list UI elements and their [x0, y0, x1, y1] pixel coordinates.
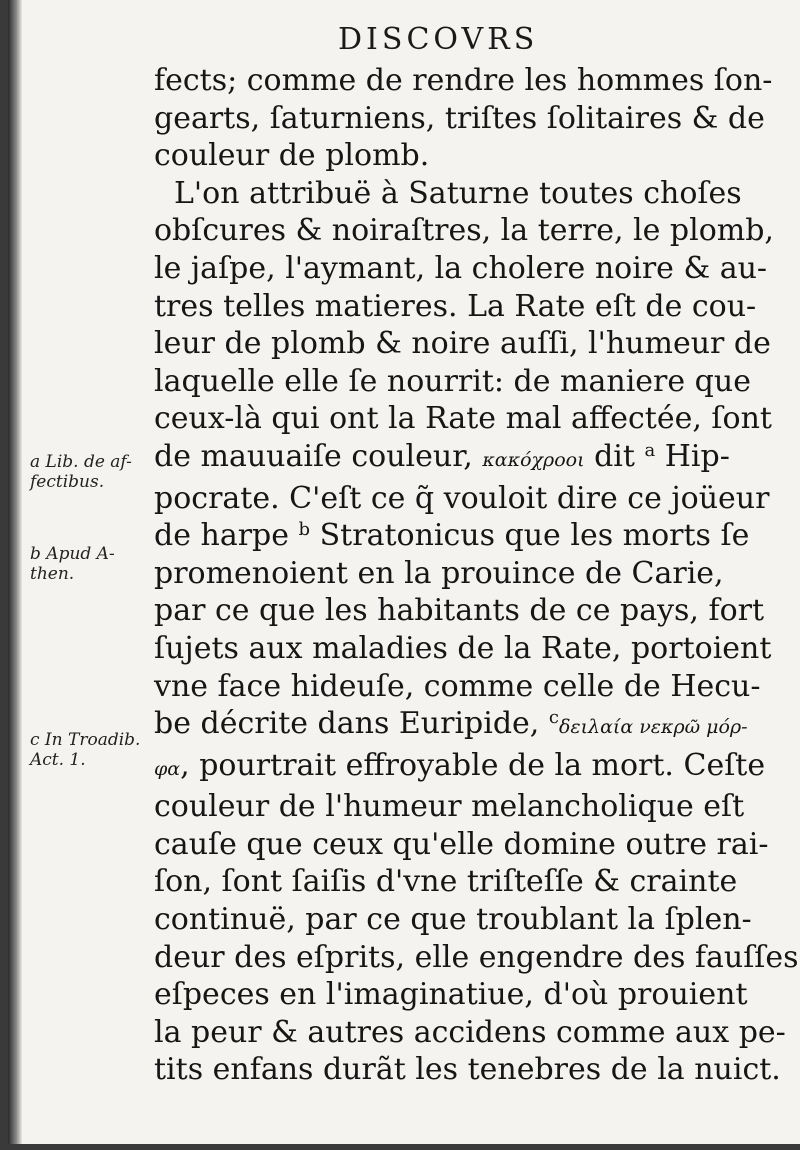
text-line: fects; comme de rendre les hommes ſon-	[154, 63, 773, 98]
text-fragment: dit	[584, 438, 645, 474]
text-line: le jaſpe, l'aymant, la cholere noire & au-	[154, 250, 768, 286]
text-line: continuë, par ce que troublant la ſplen-	[154, 902, 752, 938]
margin-note-c: c In Troadib. Act. 1.	[30, 730, 141, 770]
text-line: leur de plomb & noire auſſi, l'humeur de	[154, 326, 771, 362]
text-fragment: de mauuaiſe couleur,	[154, 438, 483, 474]
page-gutter	[8, 0, 22, 1144]
text-line: pocrate. C'eſt ce q̃ vouloit dire ce joüeur	[154, 480, 770, 516]
margin-note-b: b Apud A- then.	[30, 544, 115, 584]
text-line: couleur de plomb.	[154, 138, 430, 174]
body-text	[154, 62, 799, 1089]
text-line: par ce que les habitants de ce pays, fort	[154, 593, 765, 629]
text-line: L'on attribuë à Saturne toutes choſes	[174, 175, 742, 211]
text-fragment: , pourtrait effroyable de la mort. Ceſte	[180, 747, 766, 783]
text-line: ceux-là qui ont la Rate mal affectée, ſont	[154, 401, 772, 437]
text-line	[154, 517, 794, 555]
text-line	[154, 747, 794, 789]
text-line: eſpeces en l'imaginatiue, d'où prouient	[154, 977, 748, 1013]
text-line	[154, 438, 794, 480]
text-line: couleur de l'humeur melancholique eſt	[154, 789, 745, 825]
greek-word: φα	[154, 757, 181, 780]
text-line: promenoient en la prouince de Carie,	[154, 555, 724, 591]
text-line: ſujets aux maladies de la Rate, portoient	[154, 630, 772, 666]
text-line: laquelle elle ſe nourrit: de maniere que	[154, 363, 751, 399]
text-line: la peur & autres accidens comme aux pe-	[154, 1014, 786, 1050]
margin-note-a: a Lib. de af- fectibus.	[30, 452, 132, 492]
text-line: vne face hideuſe, comme celle de Hecu-	[154, 668, 761, 704]
text-line: deur des eſprits, elle engendre des fauſſes	[154, 939, 799, 975]
text-fragment: de harpe	[154, 518, 299, 554]
text-line: tits enfans durãt les tenebres de la nuict.	[154, 1052, 781, 1088]
text-line: cauſe que ceux qu'elle domine outre rai-	[154, 826, 769, 862]
running-header: DISCOVRS	[338, 22, 539, 57]
text-line: ſon, ſont ſaiſis d'vne triſteſſe & crainte	[154, 864, 738, 900]
text-fragment: Hip-	[655, 438, 730, 474]
text-line: gearts, ſaturniens, triſtes ſolitaires & de	[154, 100, 765, 136]
footnote-marker: a	[644, 439, 656, 461]
greek-phrase: δειλαία νεκρῶ μόρ-	[558, 716, 748, 739]
greek-word: κακόχροοι	[482, 448, 585, 471]
text-line: tres telles matieres. La Rate eſt de cou-	[154, 288, 757, 324]
footnote-marker: c	[548, 707, 559, 729]
text-fragment: be décrite dans Euripide,	[154, 706, 549, 742]
text-line: obſcures & noiraſtres, la terre, le plomb,	[154, 213, 774, 249]
text-fragment: Stratonicus que les morts ſe	[310, 518, 750, 554]
book-page	[8, 0, 800, 1144]
text-line	[154, 705, 794, 747]
footnote-marker: b	[298, 519, 311, 541]
